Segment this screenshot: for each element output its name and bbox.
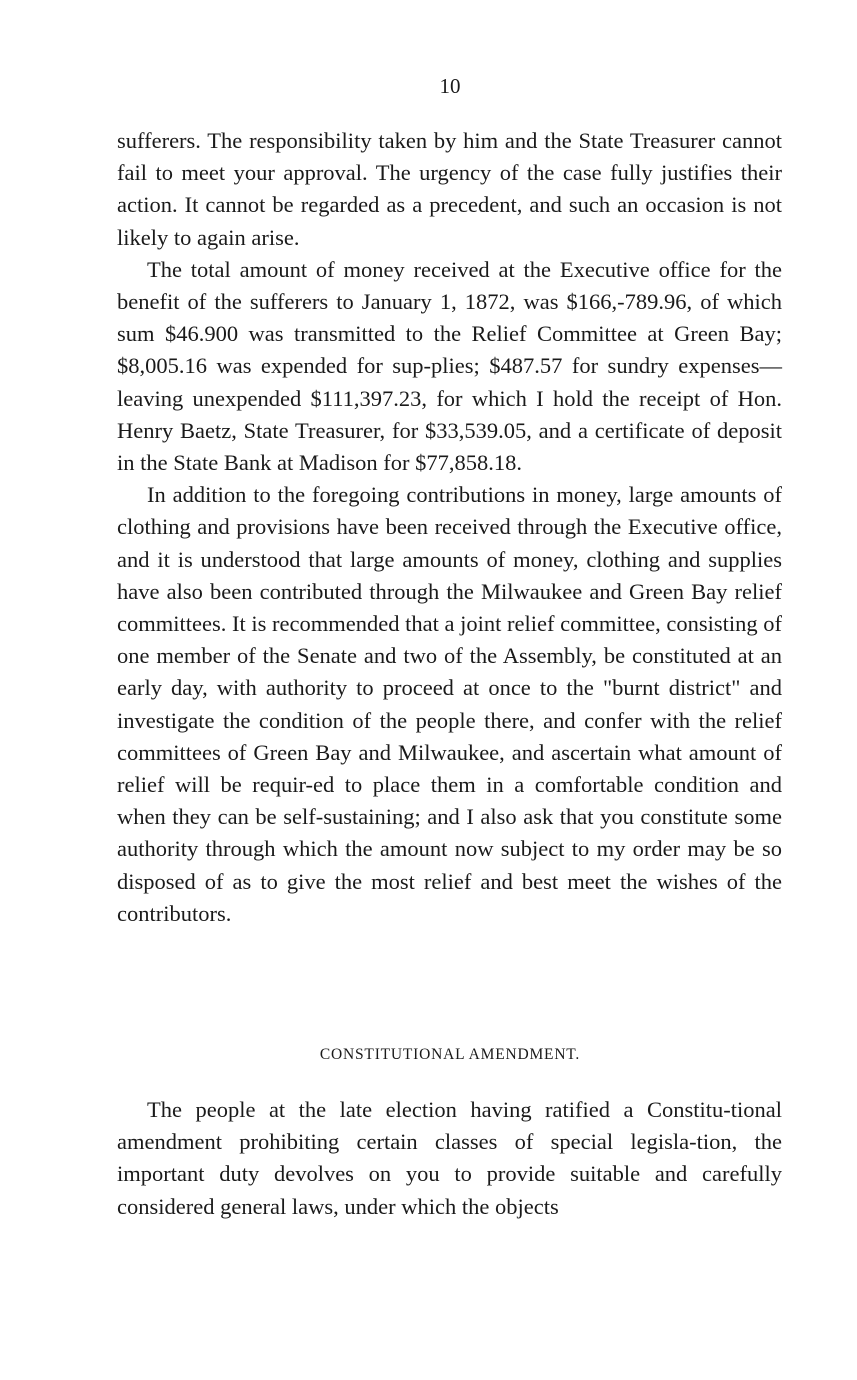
paragraph-constitutional-amendment: The people at the late election having ratified a Constitu-tional amendment prohibiting certain classes of special legisla-tion, the important duty devolves on you to provide suitable and carefully considered general laws, under which the objects — [117, 1097, 782, 1219]
page-number: 10 — [439, 74, 461, 98]
body-text — [117, 125, 782, 930]
paragraph-continuation: sufferers. The responsibility taken by him and the State Treasurer cannot fail to meet your approval. The urgency of the case fully justifies their action. It cannot be regarded as a precedent, and such an occasion is not likely to again arise. — [117, 128, 782, 250]
paragraph-relief-funds: The total amount of money received at the Executive office for the benefit of the sufferers to January 1, 1872, was $166,-789.96, of which sum $46.900 was transmitted to the Relief Committee at Green Bay; $8,005.16 was expended for sup-plies; $487.57 for sundry expenses—leaving unexpended $111,397.23, for which I hold the receipt of Hon. Henry Baetz, State Treasurer, for $33,539.05, and a certificate of deposit in the State Bank at Madison for $77,858.18. — [117, 256, 782, 476]
section-body-text — [117, 1094, 782, 1223]
section-heading: CONSTITUTIONAL AMENDMENT. — [319, 1046, 581, 1063]
paragraph-relief-committee: In addition to the foregoing contributions in money, large amounts of clothing and provisions have been received through the Executive office, and it is understood that large amounts of money, clothing and supplies have also been contributed through the Milwaukee and Green Bay relief committees. It is recommended that a joint relief committee, consisting of one member of the Senate and two of the Assembly, be constituted at an early day, with authority to proceed at once to the "burnt district" and investigate the condition of the people there, and confer with the relief committees of Green Bay and Milwaukee, and ascertain what amount of relief will be requir-ed to place them in a comfortable condition and when they can be self-sustaining; and I also ask that you constitute some authority through which the amount now subject to my order may be so disposed of as to give the most relief and best meet the wishes of the contributors. — [117, 482, 782, 926]
